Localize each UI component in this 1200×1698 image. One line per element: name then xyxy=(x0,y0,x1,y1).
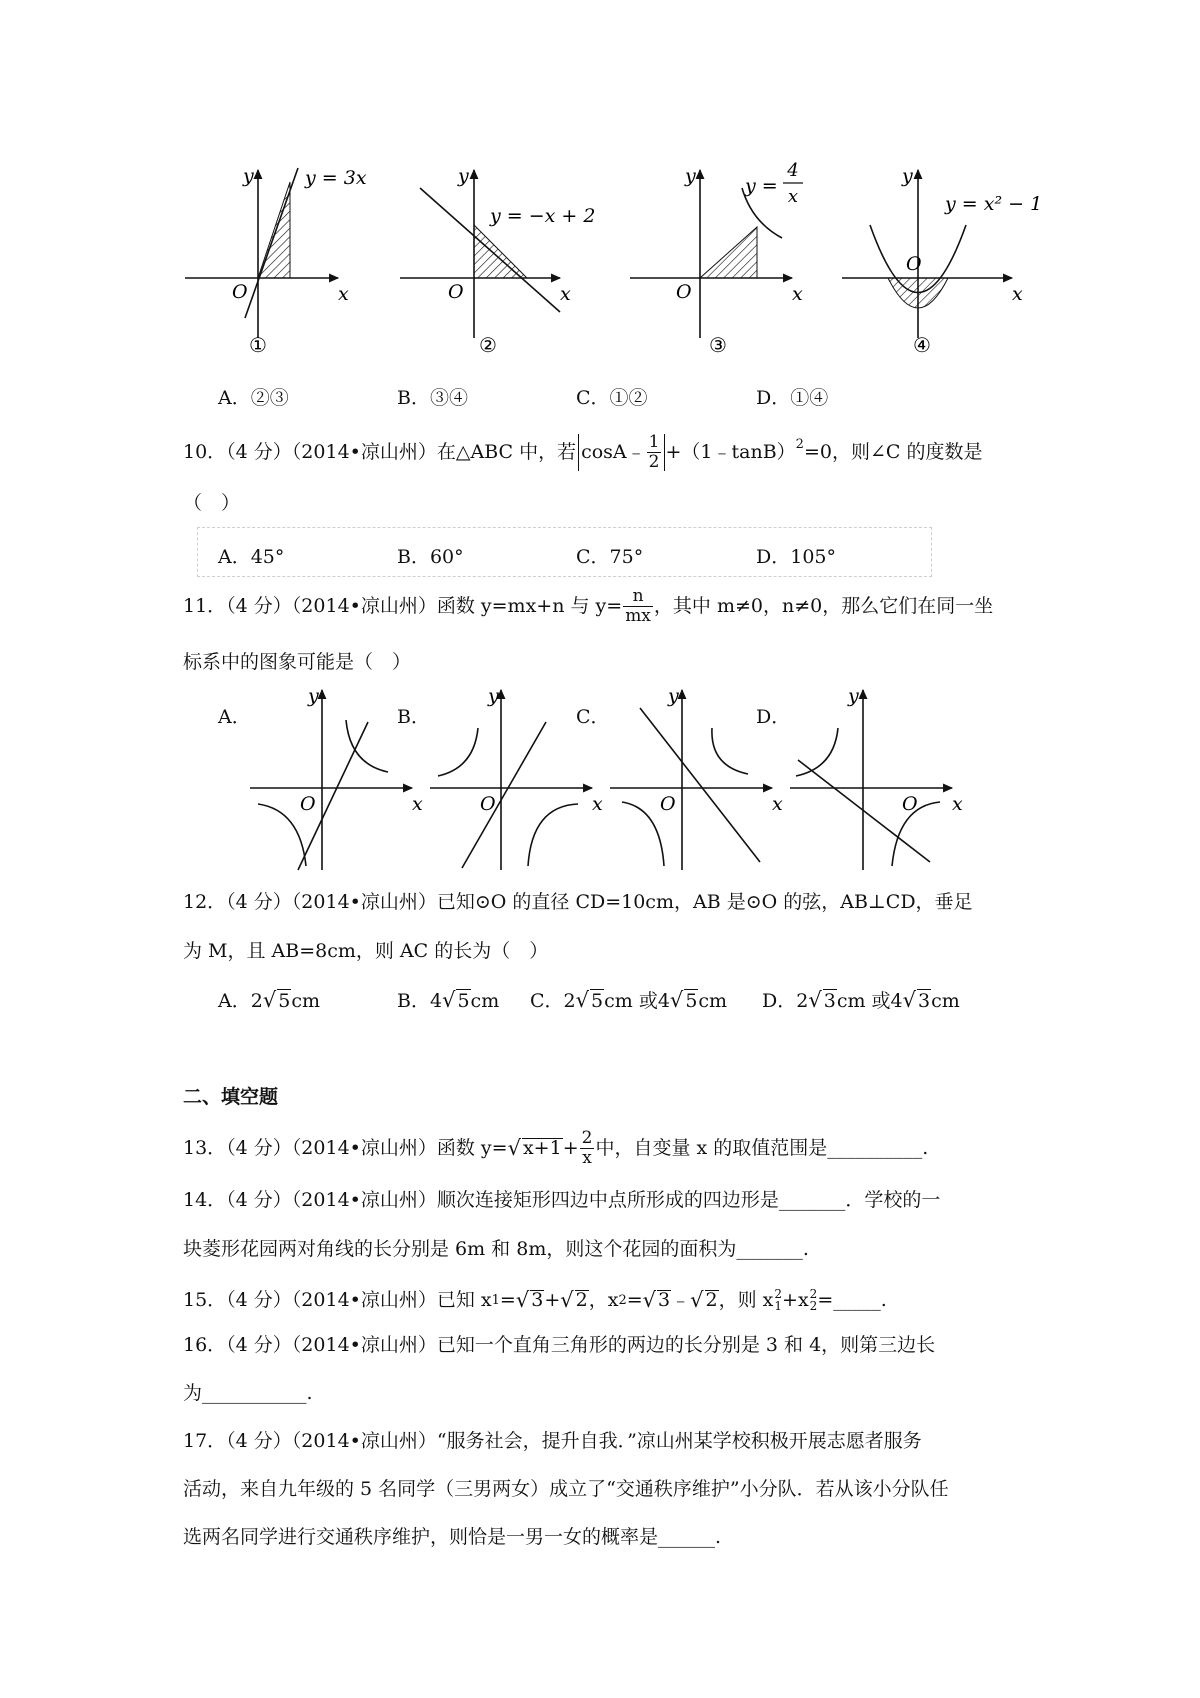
graph-4-caption: ④ xyxy=(913,333,931,357)
q15-x2-sup-sub xyxy=(810,1288,818,1312)
graph-4-origin: O xyxy=(906,253,922,275)
q12-option-a-unit: cm xyxy=(291,990,320,1012)
q12-option-c-unit: cm xyxy=(698,990,728,1012)
q15-tail3: =_____. xyxy=(817,1288,887,1311)
q10-absolute-value xyxy=(578,431,665,472)
q13-fraction-den: x xyxy=(582,1147,592,1168)
q11-stem-line2: 标系中的图象可能是（ ） xyxy=(183,651,412,673)
q15-r4: 2 xyxy=(705,1289,718,1311)
q13-fraction xyxy=(580,1127,595,1168)
graph-2-func-label: y = −x + 2 xyxy=(490,205,596,227)
q13-fraction-num: 2 xyxy=(581,1127,593,1148)
q15-eq1: = xyxy=(499,1288,516,1311)
q14-stem-line1: 14．（4 分）（2014•凉山州）顺次连接矩形四边中点所形成的四边形是_______．学校的一 xyxy=(183,1189,941,1211)
q11-option-a[interactable]: A． xyxy=(218,706,251,728)
q15-sub1: 1 xyxy=(491,1292,500,1308)
q11-tail: ，其中 m≠0，n≠0，那么它们在同一坐 xyxy=(653,594,994,617)
q10-stem-line1 xyxy=(183,432,982,472)
graph-1-y-label: y xyxy=(243,165,254,187)
q10-after: +（1﹣tanB） xyxy=(665,440,796,463)
q10-option-b[interactable]: B．60° xyxy=(397,546,464,568)
q12-option-b-radicand: 5 xyxy=(457,990,470,1012)
q9-graphs xyxy=(0,140,1200,360)
q12-option-d-unit: cm xyxy=(931,990,960,1012)
q15-plus: + xyxy=(544,1288,561,1311)
q11-stem-line1 xyxy=(183,586,993,626)
q11-option-d[interactable]: D． xyxy=(756,706,791,728)
q12-option-d-radicand2: 3 xyxy=(918,990,931,1012)
q17-stem-line2: 活动，来自九年级的 5 名同学（三男两女）成立了“交通秩序维护”小分队．若从该小分队任 xyxy=(183,1478,949,1500)
q11-graph-c-y-label: y xyxy=(668,685,679,707)
q11-graph-a-y-label: y xyxy=(308,685,319,707)
q12-option-c-radicand1: 5 xyxy=(591,990,604,1012)
q12-option-d-radicand1: 3 xyxy=(823,990,836,1012)
graph-3 xyxy=(630,160,803,357)
graph-4 xyxy=(842,165,1042,357)
q13-plus: + xyxy=(562,1136,579,1159)
q12-option-b-coef: 4 xyxy=(429,990,443,1012)
graph-2-origin: O xyxy=(448,281,464,303)
q11-graph-c-origin: O xyxy=(660,793,676,815)
q11-graph-b-y-label: y xyxy=(488,685,499,707)
q15-x1-sup-sub xyxy=(774,1288,782,1312)
section-title-fill-in: 二、填空题 xyxy=(183,1086,279,1108)
graph-1-x-label: x xyxy=(338,283,349,305)
q15-r2: 2 xyxy=(575,1289,588,1311)
q11-graph-d-origin: O xyxy=(902,793,918,815)
graph-3-x-label: x xyxy=(792,283,803,305)
graph-1-func-label: y = 3x xyxy=(305,167,367,189)
q10-abs-text: cosA﹣ xyxy=(581,440,646,463)
q10-option-d[interactable]: D．105° xyxy=(756,546,836,568)
q13-stem xyxy=(183,1128,928,1168)
sqrt-icon: √ xyxy=(507,1135,521,1160)
q12-option-b[interactable]: B．4√ 5cm xyxy=(397,988,500,1012)
q15-r1: 3 xyxy=(531,1289,544,1311)
q12-option-d-coef2: 4 xyxy=(890,990,903,1012)
q11-fraction-num: n xyxy=(623,588,653,607)
q12-option-a-label: A． xyxy=(218,990,251,1012)
q13-tail: 中，自变量 x 的取值范围是__________. xyxy=(595,1136,929,1159)
q13-radicand: x+1 xyxy=(522,1137,562,1159)
q12-option-a[interactable]: A．2√ 5cm xyxy=(218,988,320,1012)
q15-tail1: ，则 x xyxy=(718,1288,774,1311)
q11-graph-c-x-label: x xyxy=(772,793,783,815)
q10-tail: =0，则∠C 的度数是 xyxy=(803,440,983,463)
q10-fraction xyxy=(647,431,662,472)
graph-4-y-label: y xyxy=(902,165,913,187)
q13-prefix: 13．（4 分）（2014•凉山州）函数 y= xyxy=(183,1136,508,1159)
q11-graph-a-x-label: x xyxy=(412,793,423,815)
q14-stem-line2: 块菱形花园两对角线的长分别是 6m 和 8m，则这个花园的面积为_______. xyxy=(183,1238,809,1260)
q15-p2: 2 xyxy=(809,1287,818,1301)
graph-3-origin: O xyxy=(676,281,692,303)
q10-option-c[interactable]: C．75° xyxy=(576,546,644,568)
q9-option-b[interactable]: B．③④ xyxy=(397,387,468,409)
q15-eq2: = xyxy=(626,1288,643,1311)
q10-stem-line2: （ ） xyxy=(183,492,241,514)
q11-graph-d-y-label: y xyxy=(848,685,859,707)
q11-graph-b-origin: O xyxy=(480,793,496,815)
q11-fraction-den: mx xyxy=(625,605,651,626)
graph-3-y-label: y xyxy=(685,165,696,187)
q10-fraction-den: 2 xyxy=(648,451,660,472)
q12-option-c-radicand2: 5 xyxy=(685,990,698,1012)
q15-stem: 15．（4 分）（2014•凉山州）已知 x 1 = √ 3 + √ 2 ，x 2 = √ 3 ﹣ √ 2 ，则 x 2 1 +x 2 2 =_____. xyxy=(183,1287,887,1313)
graph-1 xyxy=(185,165,367,357)
q15-tail2: +x xyxy=(782,1288,809,1311)
q15-s2: 2 xyxy=(809,1299,818,1313)
q9-option-a[interactable]: A．②③ xyxy=(218,387,289,409)
q12-option-c-label: C． xyxy=(530,990,564,1012)
graph-2-y-label: y xyxy=(458,165,469,187)
q10-prefix: 10．（4 分）（2014•凉山州）在△ABC 中，若 xyxy=(183,440,577,463)
q11-graph-b-x-label: x xyxy=(592,793,603,815)
q16-stem-line1: 16．（4 分）（2014•凉山州）已知一个直角三角形的两边的长分别是 3 和 4，则第三边长 xyxy=(183,1334,936,1356)
q11-graph-d xyxy=(790,685,963,870)
q10-fraction-num: 1 xyxy=(648,431,660,452)
q12-option-c[interactable]: C．2√ 5cm 或4√ 5cm xyxy=(530,988,728,1012)
graph-1-caption: ① xyxy=(249,333,267,357)
q12-option-d[interactable]: D．2√ 3cm 或4√ 3cm xyxy=(762,988,960,1012)
graph-3-func-lhs: y = xyxy=(745,175,778,197)
q11-graph-d-x-label: x xyxy=(952,793,963,815)
q12-option-a-coef: 2 xyxy=(250,990,263,1012)
graph-3-caption: ③ xyxy=(709,333,727,357)
graph-4-func-label: y = x² − 1 xyxy=(945,193,1043,215)
q11-graph-a xyxy=(250,685,423,870)
q12-option-d-coef1: 2 xyxy=(796,990,809,1012)
q9-option-d[interactable]: D．①④ xyxy=(756,387,829,409)
q12-option-c-mid: cm 或 xyxy=(604,990,658,1012)
q11-option-c[interactable]: C． xyxy=(576,706,610,728)
q12-option-a-radicand: 5 xyxy=(278,990,291,1012)
q12-option-d-mid: cm 或 xyxy=(836,990,891,1012)
q12-option-c-coef2: 4 xyxy=(657,990,670,1012)
q10-sup: 2 xyxy=(795,436,804,452)
graph-4-x-label: x xyxy=(1012,283,1023,305)
q11-graph-b xyxy=(430,685,603,870)
q12-option-b-unit: cm xyxy=(470,990,500,1012)
q11-prefix: 11．（4 分）（2014•凉山州）函数 y=mx+n 与 y= xyxy=(183,594,623,617)
graph-1-origin: O xyxy=(232,281,248,303)
q17-stem-line1: 17．（4 分）（2014•凉山州）“服务社会，提升自我．”凉山州某学校积极开展志愿者服务 xyxy=(183,1430,922,1452)
q12-stem-line1: 12．（4 分）（2014•凉山州）已知⊙O 的直径 CD=10cm，AB 是⊙O 的弦，AB⊥CD，垂足 xyxy=(183,891,973,913)
q15-minus: ﹣ xyxy=(671,1288,691,1311)
q11-fraction xyxy=(623,585,653,626)
q15-p1: 2 xyxy=(774,1287,783,1301)
q11-option-b[interactable]: B． xyxy=(397,706,430,728)
q15-r3: 3 xyxy=(658,1289,671,1311)
q15-mid: ，x xyxy=(588,1288,619,1311)
q16-stem-line2: 为___________. xyxy=(183,1382,313,1404)
q12-option-b-label: B． xyxy=(397,990,430,1012)
q12-stem-line2: 为 M，且 AB=8cm，则 AC 的长为（ ） xyxy=(183,940,549,962)
q17-stem-line3: 选两名同学进行交通秩序维护，则恰是一男一女的概率是______. xyxy=(183,1526,722,1548)
q15-prefix: 15．（4 分）（2014•凉山州）已知 x xyxy=(183,1288,492,1311)
q12-option-c-coef1: 2 xyxy=(563,990,576,1012)
graph-2 xyxy=(400,165,595,357)
q15-sub2: 2 xyxy=(618,1292,627,1308)
q11-graph-c xyxy=(610,685,783,870)
q11-graph-a-origin: O xyxy=(300,793,316,815)
q11-graphs xyxy=(0,680,1200,880)
q12-option-d-label: D． xyxy=(762,990,797,1012)
q9-option-c[interactable]: C．①② xyxy=(576,387,648,409)
graph-3-func-num: 4 xyxy=(787,160,799,181)
q15-s1: 1 xyxy=(774,1299,783,1313)
graph-2-x-label: x xyxy=(560,283,571,305)
q10-option-a[interactable]: A．45° xyxy=(218,546,285,568)
graph-2-caption: ② xyxy=(479,333,497,357)
graph-3-func-den: x xyxy=(787,186,799,207)
